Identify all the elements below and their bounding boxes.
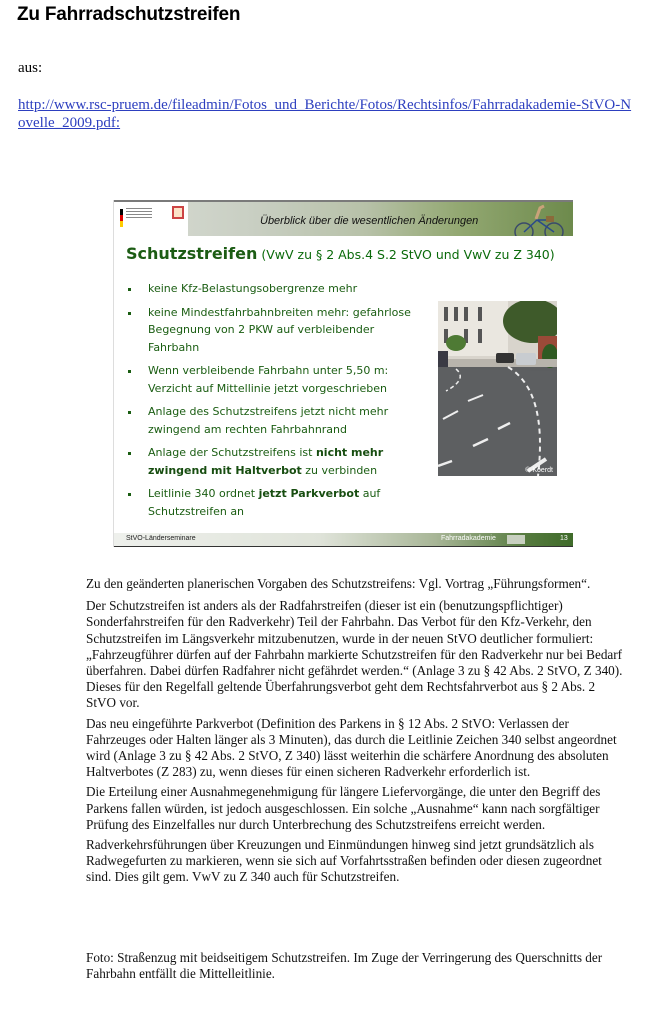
slide-bullet — [124, 444, 414, 479]
source-label: aus: — [18, 60, 43, 76]
slide-title-sub: (VwV zu § 2 Abs.4 S.2 StVO und VwV zu Z 340) — [257, 247, 555, 262]
footer-right-text: Fahrradakademie — [441, 535, 496, 542]
paragraph: Der Schutzstreifen ist anders als der Radfahrstreifen (dieser ist ein (benutzungspflichtiger) Sonderfahrstreifen für den Radverkehr) Teil der Fahrbahn. Das Verbot für den Kfz-Verkehr, den Schutzstreifen im Längsverkehr mitzubenutzen, wurde in der neuen StVO deutlicher formuliert: „Fahrzeugführer dürfen auf der Fahrbahn markierte Schutzstreifen für den Radverkehr nur bei Bedarf überfahren. Dabei dürfen Radfahrer nicht gefährdet werden.“ (Anlage 3 zu § 42 Abs. 2 StVO, Z 340). Dieses für den Regelfall geltende Überfahrungsverbot geht dem Rechtsfahrverbot aus § 2 Abs. 2 StVO vor. — [86, 598, 623, 711]
bullet-bold-text: jetzt Parkverbot — [258, 487, 360, 500]
cyclist-image — [502, 202, 573, 236]
logo-text-lines — [126, 208, 152, 218]
slide-title-main: Schutzstreifen — [126, 244, 258, 263]
street-photo-drawing — [438, 301, 557, 476]
source-link[interactable]: http://www.rsc-pruem.de/fileadmin/Fotos_und_Berichte/Fotos/Rechtsinfos/Fahrradakademie-StVO-Novelle_2009.pdf: — [18, 97, 632, 131]
page-title: Zu Fahrradschutzstreifen — [17, 4, 241, 25]
slide-title — [126, 244, 555, 263]
bullet-text: zu verbinden — [301, 463, 378, 477]
paragraph: Die Erteilung einer Ausnahmegenehmigung für längere Liefervorgänge, die unter den Begriff des Parkens fallen würden, ist jedoch ausgeschlossen. Ein solche „Ausnahme“ kann nach sorgfältiger Prüfung des Einzelfalles nur durch Unterbrechung des Schutzstreifens erreicht werden. — [86, 784, 601, 832]
slide-bullet — [124, 485, 414, 520]
embedded-slide — [113, 200, 573, 547]
paragraph: Zu den geänderten planerischen Vorgaben des Schutzstreifens: Vgl. Vortrag „Führungsformen“. — [86, 576, 591, 591]
slide-bullet-list — [124, 280, 414, 526]
photo-credit: © Koerdt — [525, 467, 553, 474]
photo-caption: Foto: Straßenzug mit beidseitigem Schutzstreifen. Im Zuge der Verringerung des Querschnitts der Fahrbahn entfällt die Mittelleitlinie. — [86, 950, 603, 982]
bullet-bold-text: nicht mehr zwingend mit Haltverbot — [148, 446, 384, 477]
footer-logo-icon — [507, 535, 525, 544]
footer-left-text: StVO-Länderseminare — [126, 535, 196, 542]
slide-bullet: Anlage des Schutzstreifens jetzt nicht mehr zwingend am rechten Fahrbahnrand — [124, 403, 414, 438]
bullet-text: Leitlinie 340 ordnet — [148, 487, 259, 500]
slide-bullet: keine Mindestfahrbahnbreiten mehr: gefahrlose Begegnung von 2 PKW auf verbleibender Fahrbahn — [124, 304, 414, 357]
bullet-text: Anlage der Schutzstreifens ist — [148, 446, 316, 459]
paragraph: Das neu eingeführte Parkverbot (Definition des Parkens in § 12 Abs. 2 StVO: Verlassen der Fahrzeuges oder Halten länger als 3 Minuten), das durch die Leitlinie Zeichen 340 selbst angeordnet wird (Anlage 3 zu § 42 Abs. 2 StVO, Z 340) lässt weiterhin die schärfere Anordnung des absoluten Haltverbotes (Z 283) zu, wenn dieses für einen sicheren Radverkehr erforderlich ist. — [86, 715, 617, 780]
paragraph: Radverkehrsführungen über Kreuzungen und Einmündungen hinweg sind jetzt grundsätzlich als Radwegefurten zu markieren, wenn sie sich auf Vorfahrtsstraßen befinden oder diesen zugeordnet sind. Dies gilt gem. VwV zu Z 340 auch für Schutzstreifen. — [86, 837, 602, 885]
flag-icon — [120, 209, 123, 227]
street-photo — [438, 301, 557, 476]
slide-footer — [114, 533, 573, 547]
slide-header-text: Überblick über die wesentlichen Änderungen — [260, 215, 479, 227]
ministry-logo — [114, 202, 188, 236]
bullet-text: auf Schutzstreifen an — [148, 487, 381, 518]
body-text — [86, 576, 626, 890]
slide-bullet: Wenn verbleibende Fahrbahn unter 5,50 m: Verzicht auf Mittellinie jetzt vorgeschrieben — [124, 362, 414, 397]
slide-header — [114, 200, 573, 236]
slide-page-number: 13 — [560, 535, 568, 542]
logo-square-icon — [172, 206, 184, 219]
slide-bullet: keine Kfz-Belastungsobergrenze mehr — [124, 280, 414, 298]
